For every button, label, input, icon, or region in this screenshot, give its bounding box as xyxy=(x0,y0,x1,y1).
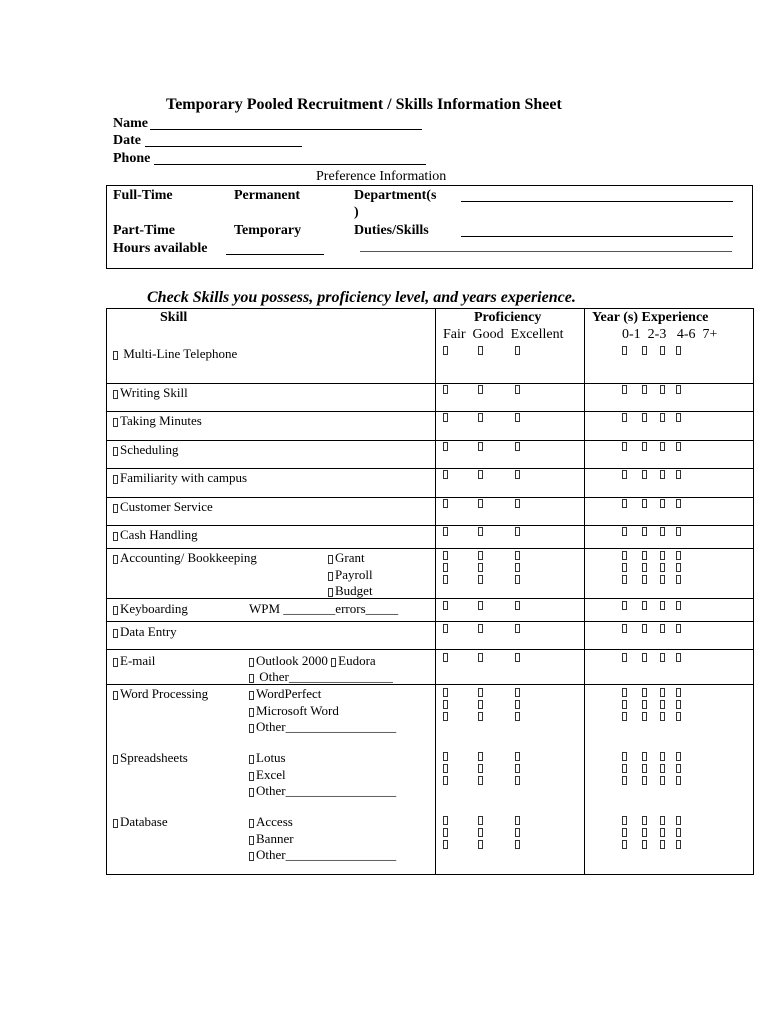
row-divider xyxy=(106,497,754,498)
option-label: Other________________ xyxy=(259,669,393,684)
rating-checkbox[interactable] xyxy=(676,653,681,662)
skill-label: Spreadsheets xyxy=(120,750,188,765)
skill-label: Familiarity with campus xyxy=(120,470,248,485)
duties-field[interactable] xyxy=(461,236,733,237)
rating-checkbox[interactable] xyxy=(642,527,647,536)
rating-checkbox[interactable] xyxy=(515,688,520,697)
checkbox[interactable] xyxy=(331,658,336,667)
rating-checkbox[interactable] xyxy=(443,470,448,479)
phone-label: Phone xyxy=(113,151,151,166)
rating-checkbox[interactable] xyxy=(443,776,448,785)
rating-checkbox[interactable] xyxy=(622,499,627,508)
row-divider xyxy=(106,649,754,650)
checkbox[interactable] xyxy=(249,819,254,828)
rating-checkbox[interactable] xyxy=(660,413,665,422)
rating-checkbox[interactable] xyxy=(676,563,681,572)
years-header: Year (s) Experience xyxy=(592,310,709,325)
rating-checkbox[interactable] xyxy=(443,563,448,572)
row-divider xyxy=(106,548,754,549)
rating-checkbox[interactable] xyxy=(478,776,483,785)
rating-checkbox[interactable] xyxy=(478,840,483,849)
rating-checkbox[interactable] xyxy=(443,551,448,560)
proficiency-levels: Fair Good Excellent xyxy=(443,327,564,342)
rating-checkbox[interactable] xyxy=(676,828,681,837)
row-divider xyxy=(106,411,754,412)
rating-checkbox[interactable] xyxy=(642,385,647,394)
rating-checkbox[interactable] xyxy=(443,624,448,633)
checkbox[interactable] xyxy=(249,658,254,667)
rating-checkbox[interactable] xyxy=(443,816,448,825)
sub-option[interactable] xyxy=(249,767,286,783)
skills-table xyxy=(106,308,754,875)
rating-checkbox[interactable] xyxy=(478,442,483,451)
rating-checkbox[interactable] xyxy=(622,385,627,394)
row-divider xyxy=(106,440,754,441)
rating-checkbox[interactable] xyxy=(478,653,483,662)
rating-checkbox[interactable] xyxy=(515,413,520,422)
rating-checkbox[interactable] xyxy=(443,700,448,709)
skill-label: Scheduling xyxy=(120,442,179,457)
row-divider xyxy=(106,525,754,526)
rating-checkbox[interactable] xyxy=(515,346,520,355)
rating-checkbox[interactable] xyxy=(515,816,520,825)
rating-checkbox[interactable] xyxy=(660,442,665,451)
rating-checkbox[interactable] xyxy=(660,385,665,394)
rating-checkbox[interactable] xyxy=(515,527,520,536)
skill-label: Word Processing xyxy=(120,686,209,701)
rating-checkbox[interactable] xyxy=(478,551,483,560)
option-label: Other_________________ xyxy=(256,783,397,798)
rating-checkbox[interactable] xyxy=(676,816,681,825)
rating-checkbox[interactable] xyxy=(622,776,627,785)
rating-checkbox[interactable] xyxy=(622,601,627,610)
rating-checkbox[interactable] xyxy=(676,712,681,721)
checkbox[interactable] xyxy=(249,772,254,781)
option-label: Lotus xyxy=(256,750,286,765)
rating-checkbox[interactable] xyxy=(478,688,483,697)
rating-checkbox[interactable] xyxy=(515,828,520,837)
rating-checkbox[interactable] xyxy=(660,601,665,610)
skill-row[interactable] xyxy=(113,653,155,669)
option-label: Grant xyxy=(335,550,365,565)
rating-checkbox[interactable] xyxy=(622,346,627,355)
rating-checkbox[interactable] xyxy=(478,601,483,610)
rating-checkbox[interactable] xyxy=(478,752,483,761)
option-label: Banner xyxy=(256,831,294,846)
rating-checkbox[interactable] xyxy=(443,499,448,508)
rating-checkbox[interactable] xyxy=(660,712,665,721)
checkbox[interactable] xyxy=(249,788,254,797)
rating-checkbox[interactable] xyxy=(642,346,647,355)
skill-row[interactable] xyxy=(113,527,198,543)
part-time-option[interactable]: Part-Time xyxy=(113,223,175,238)
rating-checkbox[interactable] xyxy=(443,601,448,610)
rating-checkbox[interactable] xyxy=(478,624,483,633)
skill-row[interactable] xyxy=(113,686,208,702)
rating-checkbox[interactable] xyxy=(660,470,665,479)
checkbox[interactable] xyxy=(113,390,118,399)
wpm-field[interactable]: WPM ________errors_____ xyxy=(249,601,399,616)
rating-checkbox[interactable] xyxy=(676,442,681,451)
skill-row[interactable] xyxy=(113,413,202,429)
checkbox[interactable] xyxy=(328,555,333,564)
skill-row[interactable] xyxy=(113,601,188,617)
checkbox[interactable] xyxy=(113,819,118,828)
checkbox[interactable] xyxy=(113,555,118,564)
checkbox[interactable] xyxy=(249,691,254,700)
rating-checkbox[interactable] xyxy=(676,840,681,849)
checkbox[interactable] xyxy=(328,572,333,581)
rating-checkbox[interactable] xyxy=(443,764,448,773)
option-label: Access xyxy=(256,814,293,829)
rating-checkbox[interactable] xyxy=(642,563,647,572)
sub-option[interactable] xyxy=(249,653,376,669)
rating-checkbox[interactable] xyxy=(660,346,665,355)
rating-checkbox[interactable] xyxy=(515,712,520,721)
rating-checkbox[interactable] xyxy=(443,575,448,584)
rating-checkbox[interactable] xyxy=(622,624,627,633)
rating-checkbox[interactable] xyxy=(660,575,665,584)
rating-checkbox[interactable] xyxy=(443,752,448,761)
department-label-paren: ) xyxy=(354,205,359,220)
rating-checkbox[interactable] xyxy=(622,752,627,761)
checkbox[interactable] xyxy=(328,588,333,597)
rating-checkbox[interactable] xyxy=(660,688,665,697)
rating-checkbox[interactable] xyxy=(676,527,681,536)
rating-checkbox[interactable] xyxy=(642,413,647,422)
rating-checkbox[interactable] xyxy=(478,413,483,422)
checkbox[interactable] xyxy=(113,504,118,513)
rating-checkbox[interactable] xyxy=(660,700,665,709)
rating-checkbox[interactable] xyxy=(676,575,681,584)
rating-checkbox[interactable] xyxy=(642,551,647,560)
rating-checkbox[interactable] xyxy=(642,624,647,633)
rating-checkbox[interactable] xyxy=(622,700,627,709)
rating-checkbox[interactable] xyxy=(660,828,665,837)
skill-row[interactable] xyxy=(113,346,237,362)
checkbox[interactable] xyxy=(113,691,118,700)
rating-checkbox[interactable] xyxy=(642,712,647,721)
rating-checkbox[interactable] xyxy=(515,840,520,849)
rating-checkbox[interactable] xyxy=(660,653,665,662)
checkbox[interactable] xyxy=(113,351,118,360)
rating-checkbox[interactable] xyxy=(622,551,627,560)
rating-checkbox[interactable] xyxy=(676,776,681,785)
rating-checkbox[interactable] xyxy=(515,551,520,560)
sub-option[interactable] xyxy=(328,567,373,583)
duties-label: Duties/Skills xyxy=(354,223,429,238)
table-divider xyxy=(435,308,436,875)
sub-option[interactable] xyxy=(249,783,396,799)
rating-checkbox[interactable] xyxy=(443,840,448,849)
rating-checkbox[interactable] xyxy=(515,442,520,451)
page-title: Temporary Pooled Recruitment / Skills Information Sheet xyxy=(166,96,562,113)
rating-checkbox[interactable] xyxy=(660,624,665,633)
rating-checkbox[interactable] xyxy=(478,700,483,709)
rating-checkbox[interactable] xyxy=(660,499,665,508)
duties-field-2[interactable] xyxy=(360,251,732,252)
name-field[interactable] xyxy=(150,129,422,130)
years-levels: 0-1 2-3 4-6 7+ xyxy=(622,327,718,342)
checkbox[interactable] xyxy=(113,606,118,615)
rating-checkbox[interactable] xyxy=(443,653,448,662)
rating-checkbox[interactable] xyxy=(642,470,647,479)
checkbox[interactable] xyxy=(249,852,254,861)
rating-checkbox[interactable] xyxy=(642,442,647,451)
rating-checkbox[interactable] xyxy=(660,551,665,560)
rating-checkbox[interactable] xyxy=(443,385,448,394)
rating-checkbox[interactable] xyxy=(676,624,681,633)
checkbox[interactable] xyxy=(113,475,118,484)
rating-checkbox[interactable] xyxy=(622,527,627,536)
table-divider xyxy=(584,308,585,875)
rating-checkbox[interactable] xyxy=(676,601,681,610)
checkbox[interactable] xyxy=(249,724,254,733)
rating-checkbox[interactable] xyxy=(515,499,520,508)
skill-label: Keyboarding xyxy=(120,601,188,616)
rating-checkbox[interactable] xyxy=(660,816,665,825)
permanent-option[interactable]: Permanent xyxy=(234,188,301,203)
phone-field[interactable] xyxy=(154,164,426,165)
rating-checkbox[interactable] xyxy=(676,764,681,773)
option-label: Budget xyxy=(335,583,373,598)
rating-checkbox[interactable] xyxy=(622,816,627,825)
skill-label: Customer Service xyxy=(120,499,213,514)
date-field[interactable] xyxy=(145,146,302,147)
rating-checkbox[interactable] xyxy=(660,840,665,849)
rating-checkbox[interactable] xyxy=(642,828,647,837)
rating-checkbox[interactable] xyxy=(622,764,627,773)
rating-checkbox[interactable] xyxy=(642,816,647,825)
rating-checkbox[interactable] xyxy=(478,527,483,536)
skill-row[interactable] xyxy=(113,499,213,515)
skill-row[interactable] xyxy=(113,470,247,486)
date-label: Date xyxy=(113,133,141,148)
rating-checkbox[interactable] xyxy=(515,700,520,709)
rating-checkbox[interactable] xyxy=(478,346,483,355)
proficiency-header: Proficiency xyxy=(474,310,542,325)
rating-checkbox[interactable] xyxy=(642,499,647,508)
skill-label: Data Entry xyxy=(120,624,177,639)
option-label: Excel xyxy=(256,767,286,782)
rating-checkbox[interactable] xyxy=(478,816,483,825)
rating-checkbox[interactable] xyxy=(622,688,627,697)
checkbox[interactable] xyxy=(113,629,118,638)
rating-checkbox[interactable] xyxy=(478,764,483,773)
rating-checkbox[interactable] xyxy=(443,828,448,837)
temporary-option[interactable]: Temporary xyxy=(234,223,302,238)
rating-checkbox[interactable] xyxy=(642,840,647,849)
rating-checkbox[interactable] xyxy=(676,413,681,422)
skill-label: Multi-Line Telephone xyxy=(123,346,238,361)
rating-checkbox[interactable] xyxy=(660,752,665,761)
checkbox[interactable] xyxy=(249,708,254,717)
rating-checkbox[interactable] xyxy=(443,413,448,422)
option-label: Eudora xyxy=(338,653,376,668)
rating-checkbox[interactable] xyxy=(676,385,681,394)
rating-checkbox[interactable] xyxy=(676,346,681,355)
skill-row[interactable] xyxy=(113,550,257,566)
sub-option[interactable] xyxy=(249,750,286,766)
rating-checkbox[interactable] xyxy=(642,752,647,761)
skill-label: Database xyxy=(120,814,168,829)
row-divider xyxy=(106,383,754,384)
rating-checkbox[interactable] xyxy=(660,764,665,773)
preference-heading: Preference Information xyxy=(316,169,447,184)
rating-checkbox[interactable] xyxy=(622,828,627,837)
rating-checkbox[interactable] xyxy=(676,752,681,761)
rating-checkbox[interactable] xyxy=(443,442,448,451)
rating-checkbox[interactable] xyxy=(515,601,520,610)
rating-checkbox[interactable] xyxy=(622,563,627,572)
rating-checkbox[interactable] xyxy=(642,764,647,773)
row-divider xyxy=(106,468,754,469)
skill-row[interactable] xyxy=(113,624,177,640)
rating-checkbox[interactable] xyxy=(443,527,448,536)
hours-field[interactable] xyxy=(226,254,324,255)
rating-checkbox[interactable] xyxy=(515,470,520,479)
checkbox[interactable] xyxy=(113,755,118,764)
rating-checkbox[interactable] xyxy=(622,442,627,451)
rating-checkbox[interactable] xyxy=(515,776,520,785)
sub-option[interactable] xyxy=(249,719,396,735)
rating-checkbox[interactable] xyxy=(622,413,627,422)
rating-checkbox[interactable] xyxy=(478,712,483,721)
skill-row[interactable] xyxy=(113,814,168,830)
rating-checkbox[interactable] xyxy=(443,712,448,721)
rating-checkbox[interactable] xyxy=(443,688,448,697)
rating-checkbox[interactable] xyxy=(660,776,665,785)
rating-checkbox[interactable] xyxy=(622,470,627,479)
rating-checkbox[interactable] xyxy=(660,527,665,536)
department-field[interactable] xyxy=(461,201,733,202)
rating-checkbox[interactable] xyxy=(478,385,483,394)
row-divider xyxy=(106,598,754,599)
rating-checkbox[interactable] xyxy=(642,700,647,709)
option-label: WordPerfect xyxy=(256,686,322,701)
rating-checkbox[interactable] xyxy=(515,385,520,394)
rating-checkbox[interactable] xyxy=(515,624,520,633)
rating-checkbox[interactable] xyxy=(622,712,627,721)
rating-checkbox[interactable] xyxy=(622,653,627,662)
rating-checkbox[interactable] xyxy=(642,601,647,610)
name-label: Name xyxy=(113,116,148,131)
skill-label: Accounting/ Bookkeeping xyxy=(120,550,257,565)
sub-option[interactable] xyxy=(249,831,294,847)
rating-checkbox[interactable] xyxy=(642,653,647,662)
sub-option[interactable] xyxy=(249,669,393,685)
skill-label: Taking Minutes xyxy=(120,413,202,428)
rating-checkbox[interactable] xyxy=(478,470,483,479)
sub-option[interactable] xyxy=(249,686,321,702)
checkbox[interactable] xyxy=(249,674,254,683)
skill-label: E-mail xyxy=(120,653,156,668)
sub-option[interactable] xyxy=(328,550,365,566)
skill-label: Writing Skill xyxy=(120,385,188,400)
checkbox[interactable] xyxy=(249,755,254,764)
rating-checkbox[interactable] xyxy=(478,499,483,508)
rating-checkbox[interactable] xyxy=(515,764,520,773)
checkbox[interactable] xyxy=(113,447,118,456)
rating-checkbox[interactable] xyxy=(478,575,483,584)
rating-checkbox[interactable] xyxy=(676,688,681,697)
rating-checkbox[interactable] xyxy=(515,563,520,572)
option-label: Payroll xyxy=(335,567,373,582)
skill-header: Skill xyxy=(160,310,188,325)
option-label: Other_________________ xyxy=(256,719,397,734)
rating-checkbox[interactable] xyxy=(443,346,448,355)
checkbox[interactable] xyxy=(113,532,118,541)
checkbox[interactable] xyxy=(113,658,118,667)
rating-checkbox[interactable] xyxy=(478,563,483,572)
sub-option[interactable] xyxy=(328,583,373,599)
hours-label: Hours available xyxy=(113,241,208,256)
rating-checkbox[interactable] xyxy=(642,575,647,584)
option-label: Microsoft Word xyxy=(256,703,339,718)
rating-checkbox[interactable] xyxy=(515,653,520,662)
checkbox[interactable] xyxy=(113,418,118,427)
rating-checkbox[interactable] xyxy=(478,828,483,837)
rating-checkbox[interactable] xyxy=(676,470,681,479)
row-divider xyxy=(106,621,754,622)
rating-checkbox[interactable] xyxy=(676,551,681,560)
option-label: Outlook 2000 xyxy=(256,653,328,668)
rating-checkbox[interactable] xyxy=(515,752,520,761)
skill-row[interactable] xyxy=(113,442,179,458)
department-label: Department(s xyxy=(354,188,437,203)
rating-checkbox[interactable] xyxy=(676,499,681,508)
sub-option[interactable] xyxy=(249,814,293,830)
checkbox[interactable] xyxy=(249,836,254,845)
skill-label: Cash Handling xyxy=(120,527,198,542)
row-divider xyxy=(106,684,754,685)
skill-row[interactable] xyxy=(113,750,188,766)
rating-checkbox[interactable] xyxy=(642,688,647,697)
rating-checkbox[interactable] xyxy=(515,575,520,584)
rating-checkbox[interactable] xyxy=(622,575,627,584)
option-label: Other_________________ xyxy=(256,847,397,862)
sub-option[interactable] xyxy=(249,847,396,863)
rating-checkbox[interactable] xyxy=(660,563,665,572)
sub-option[interactable] xyxy=(249,703,339,719)
rating-checkbox[interactable] xyxy=(642,776,647,785)
full-time-option[interactable]: Full-Time xyxy=(113,188,173,203)
rating-checkbox[interactable] xyxy=(622,840,627,849)
rating-checkbox[interactable] xyxy=(676,700,681,709)
skills-heading: Check Skills you possess, proficiency level, and years experience. xyxy=(147,289,576,306)
skill-row[interactable] xyxy=(113,385,188,401)
